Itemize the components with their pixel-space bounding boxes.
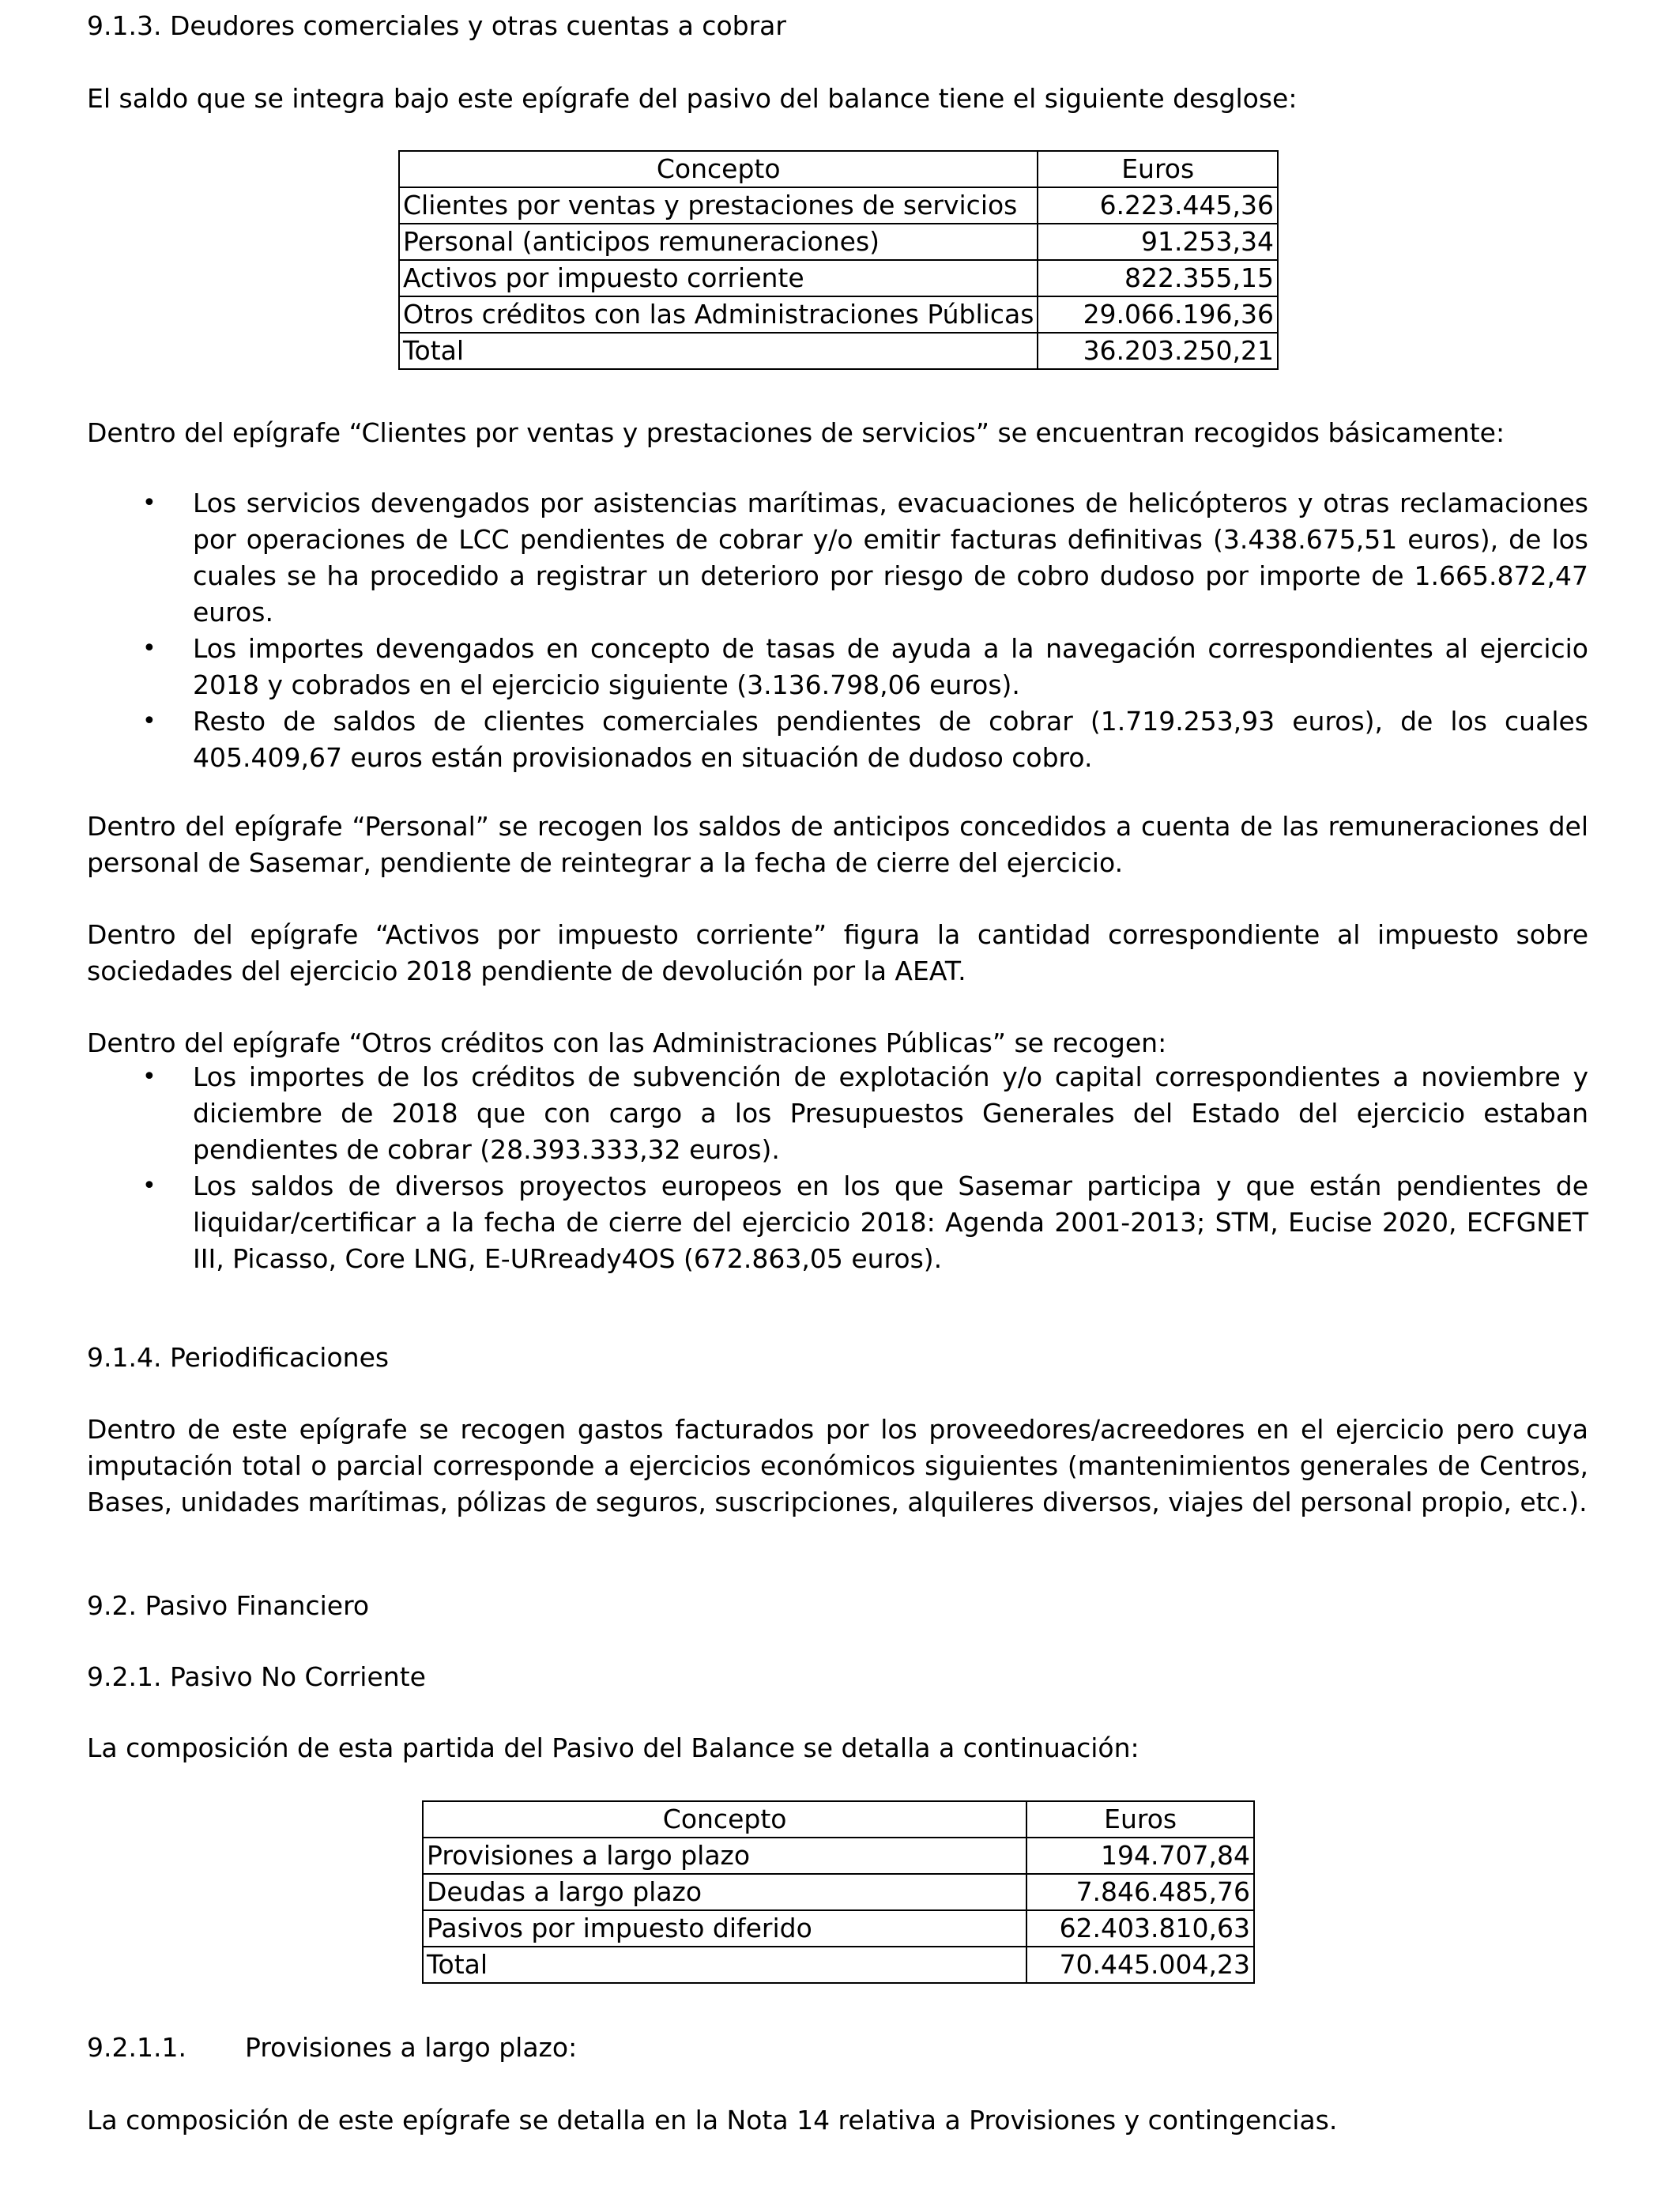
table-cell-value: 194.707,84 <box>1026 1838 1254 1874</box>
section-title: Provisiones a largo plazo: <box>245 2032 578 2063</box>
table-cell-concept: Clientes por ventas y prestaciones de servicios <box>399 187 1038 224</box>
table-cell-value: 822.355,15 <box>1038 260 1278 296</box>
section-intro: El saldo que se integra bajo este epígrafe del pasivo del balance tiene el siguiente desglose: <box>87 83 1298 114</box>
section-number: 9.2.1.1. <box>87 2032 186 2063</box>
list-item: • Los servicios devengados por asistencias marítimas, evacuaciones de helicópteros y otras reclamaciones por operaciones de LCC pendientes de cobrar y/o emitir facturas definitivas (3.438.675,51 euros), de los cuales se ha procedido a registrar un deterioro por riesgo de cobro dudoso por importe de 1.665.872,47 euros. <box>87 485 1588 631</box>
table-cell-value: 6.223.445,36 <box>1038 187 1278 224</box>
periodificaciones-paragraph: Dentro de este epígrafe se recogen gastos facturados por los proveedores/acreedores en el ejercicio pero cuya imputación total o parcial corresponde a ejercicios económicos siguientes (mantenimientos generales de Centros, Bases, unidades marítimas, pólizas de seguros, suscripciones, alquileres diversos, viajes del personal propio, etc.). <box>87 1414 1588 1517</box>
table-row <box>423 1838 1254 1874</box>
table-row <box>399 224 1278 260</box>
table-row <box>399 260 1278 296</box>
table-cell-value: 62.403.810,63 <box>1026 1910 1254 1947</box>
list-item: • Los importes de los créditos de subvención de explotación y/o capital correspondientes a noviembre y diciembre de 2018 que con cargo a los Presupuestos Generales del Estado del ejercicio estaban pendientes de cobrar (28.393.333,32 euros). <box>87 1059 1588 1168</box>
clientes-bullet-list <box>87 485 1588 776</box>
table-header-euros: Euros <box>1026 1801 1254 1838</box>
table-row <box>423 1910 1254 1947</box>
section-heading-9-2-1-1 <box>87 2030 1588 2066</box>
table-cell-concept: Total <box>399 333 1038 369</box>
table-header-row <box>423 1801 1254 1838</box>
otros-bullet-list <box>87 1059 1588 1277</box>
otros-intro: Dentro del epígrafe “Otros créditos con las Administraciones Públicas” se recogen: <box>87 1027 1167 1058</box>
table-header-concepto: Concepto <box>423 1801 1026 1838</box>
table-header-row <box>399 151 1278 187</box>
pasivo-intro: La composición de esta partida del Pasivo del Balance se detalla a continuación: <box>87 1732 1139 1763</box>
table-cell-concept: Deudas a largo plazo <box>423 1874 1026 1910</box>
table-cell-concept: Otros créditos con las Administraciones Públicas <box>399 296 1038 333</box>
deudores-table <box>398 150 1279 370</box>
section-heading-9-2: 9.2. Pasivo Financiero <box>87 1590 370 1621</box>
table-cell-concept: Activos por impuesto corriente <box>399 260 1038 296</box>
table-row <box>399 187 1278 224</box>
activos-paragraph: Dentro del epígrafe “Activos por impuesto corriente” figura la cantidad correspondiente al impuesto sobre sociedades del ejercicio 2018 pendiente de devolución por la AEAT. <box>87 919 1588 986</box>
table-total-row <box>399 333 1278 369</box>
table-cell-concept: Personal (anticipos remuneraciones) <box>399 224 1038 260</box>
table-row <box>399 296 1278 333</box>
section-heading-9-1-4: 9.1.4. Periodificaciones <box>87 1342 390 1373</box>
table-cell-concept: Total <box>423 1947 1026 1983</box>
clientes-intro: Dentro del epígrafe “Clientes por ventas y prestaciones de servicios” se encuentran recogidos básicamente: <box>87 417 1505 448</box>
list-item: • Los saldos de diversos proyectos europeos en los que Sasemar participa y que están pendientes de liquidar/certificar a la fecha de cierre del ejercicio 2018: Agenda 2001-2013; STM, Eucise 2020, ECFGNET III, Picasso, Core LNG, E-URready4OS (672.863,05 euros). <box>87 1168 1588 1277</box>
table-header-concepto: Concepto <box>399 151 1038 187</box>
list-item: • Los importes devengados en concepto de tasas de ayuda a la navegación correspondientes al ejercicio 2018 y cobrados en el ejercicio siguiente (3.136.798,06 euros). <box>87 631 1588 703</box>
provisiones-paragraph: La composición de este epígrafe se detalla en la Nota 14 relativa a Provisiones y contingencias. <box>87 2105 1338 2136</box>
table-cell-value: 70.445.004,23 <box>1026 1947 1254 1983</box>
table-cell-value: 29.066.196,36 <box>1038 296 1278 333</box>
list-item: • Resto de saldos de clientes comerciales pendientes de cobrar (1.719.253,93 euros), de los cuales 405.409,67 euros están provisionados en situación de dudoso cobro. <box>87 703 1588 776</box>
table-cell-value: 7.846.485,76 <box>1026 1874 1254 1910</box>
table-total-row <box>423 1947 1254 1983</box>
table-row <box>423 1874 1254 1910</box>
table-cell-value: 36.203.250,21 <box>1038 333 1278 369</box>
section-heading-9-1-3: 9.1.3. Deudores comerciales y otras cuentas a cobrar <box>87 10 786 41</box>
table-cell-concept: Provisiones a largo plazo <box>423 1838 1026 1874</box>
pasivo-table <box>422 1800 1255 1984</box>
table-header-euros: Euros <box>1038 151 1278 187</box>
table-cell-value: 91.253,34 <box>1038 224 1278 260</box>
table-cell-concept: Pasivos por impuesto diferido <box>423 1910 1026 1947</box>
section-heading-9-2-1: 9.2.1. Pasivo No Corriente <box>87 1661 426 1692</box>
personal-paragraph: Dentro del epígrafe “Personal” se recogen los saldos de anticipos concedidos a cuenta de las remuneraciones del personal de Sasemar, pendiente de reintegrar a la fecha de cierre del ejercicio. <box>87 811 1588 878</box>
